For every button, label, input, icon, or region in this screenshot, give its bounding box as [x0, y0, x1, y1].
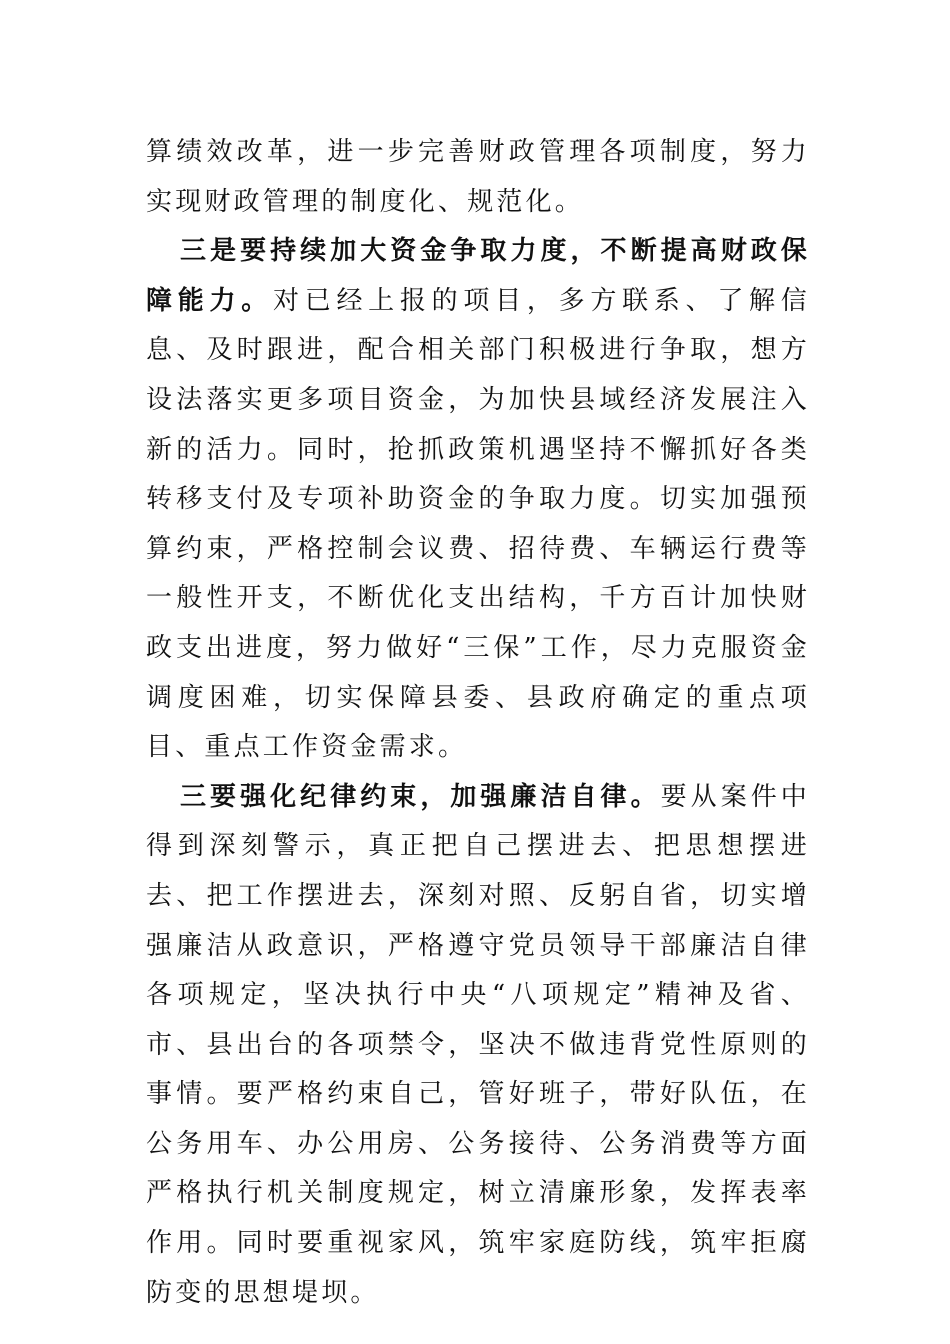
- paragraph-continuation: [146, 128, 810, 227]
- document-body: [146, 128, 810, 1318]
- paragraph-2-lead: 三是要持续加大资金争取力度，不断提高财政保障能力。: [146, 236, 810, 316]
- paragraph-funding: [146, 227, 810, 773]
- paragraph-discipline: [146, 773, 810, 1319]
- paragraph-2-text: 对已经上报的项目，多方联系、了解信息、及时跟进，配合相关部门积极进行争取，想方设法落实更多项目资金，为加快县域经济发展注入新的活力。同时，抢抓政策机遇坚持不懈抓好各类转移支付及专项补助资金的争取力度。切实加强预算约束，严格控制会议费、招待费、车辆运行费等一般性开支，不断优化支出结构，千方百计加快财政支出进度，努力做好“三保”工作，尽力克服资金调度困难，切实保障县委、县政府确定的重点项目、重点工作资金需求。: [146, 285, 810, 763]
- paragraph-3-text: 要从案件中得到深刻警示，真正把自己摆进去、把思想摆进去、把工作摆进去，深刻对照、反躬自省，切实增强廉洁从政意识，严格遵守党员领导干部廉洁自律各项规定，坚决执行中央“八项规定”精神及省、市、县出台的各项禁令，坚决不做违背党性原则的事情。要严格约束自己，管好班子，带好队伍，在公务用车、办公用房、公务接待、公务消费等方面严格执行机关制度规定，树立清廉形象，发挥表率作用。同时要重视家风，筑牢家庭防线，筑牢拒腐防变的思想堤坝。: [146, 781, 810, 1308]
- paragraph-1-text: 算绩效改革，进一步完善财政管理各项制度，努力实现财政管理的制度化、规范化。: [146, 137, 810, 217]
- paragraph-3-lead: 三要强化纪律约束，加强廉洁自律。: [180, 781, 661, 812]
